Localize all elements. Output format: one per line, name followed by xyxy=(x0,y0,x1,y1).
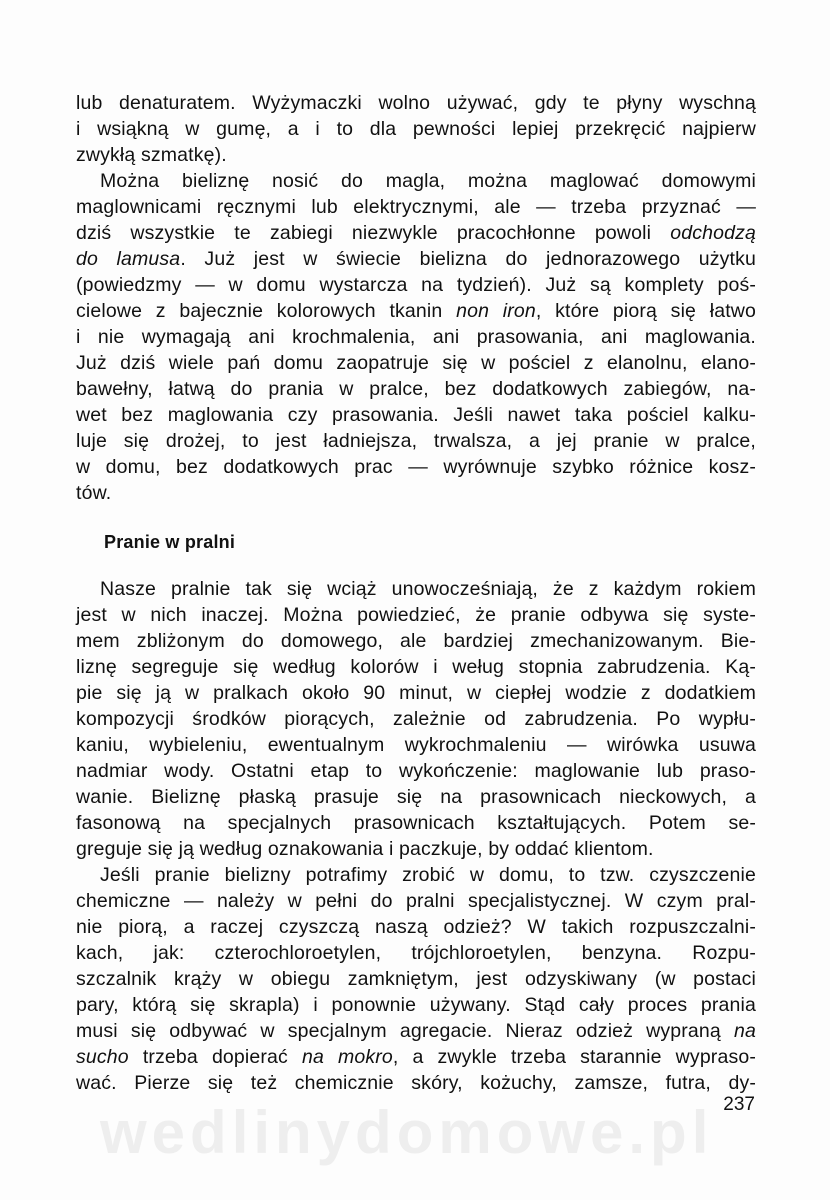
text-line: jest w nich inaczej. Można powiedzieć, że pranie odbywa się syste- xyxy=(76,604,756,626)
paragraph-block-laundry-at-home xyxy=(76,90,756,506)
italic-run: na mokro xyxy=(301,1046,393,1068)
text-line: kompozycji środków piorących, zależnie od zabrudzenia. Po wypłu- xyxy=(76,708,756,730)
text-line: pary, którą się skrapla) i ponownie używany. Stąd cały proces prania xyxy=(76,994,756,1016)
text-line: greguje się ją według oznakowania i paczkuje, by oddać klientom. xyxy=(76,838,654,860)
text-line xyxy=(76,1044,756,1070)
text-run: trzeba dopierać xyxy=(128,1046,302,1068)
text-line: kach, jak: czterochloroetylen, trójchloroetylen, benzyna. Rozpu- xyxy=(76,942,756,964)
italic-run: do lamusa xyxy=(76,248,181,270)
italic-run: sucho xyxy=(76,1046,129,1068)
text-line xyxy=(76,298,756,324)
text-line: (powiedzmy — w domu wystarcza na tydzień). Już są komplety poś- xyxy=(76,274,756,296)
text-line: kaniu, wybieleniu, ewentualnym wykrochmaleniu — wirówka usuwa xyxy=(76,734,756,756)
text-run: musi się odbywać w specjalnym agregacie. Nieraz odzież wypraną xyxy=(76,1020,734,1042)
text-run: dziś wszystkie te zabiegi niezwykle pracochłonne powoli xyxy=(76,222,671,244)
italic-run: na xyxy=(734,1020,756,1042)
text-line xyxy=(76,220,756,246)
text-line: wet bez maglowania czy prasowania. Jeśli nawet taka pościel kalku- xyxy=(76,404,756,426)
text-line: Już dziś wiele pań domu zaopatruje się w pościel z elanolnu, elano- xyxy=(76,352,756,374)
text-line: w domu, bez dodatkowych prac — wyrównuje szybko różnice kosz- xyxy=(76,456,756,478)
section-heading: Pranie w pralni xyxy=(104,532,236,552)
text-line: Można bieliznę nosić do magla, można maglować domowymi xyxy=(100,170,756,192)
italic-run: non iron xyxy=(456,300,536,322)
text-run: . Już jest w świecie bielizna do jednorazowego użytku xyxy=(180,248,757,270)
text-line: szczalnik krąży w obiegu zamkniętym, jest odzyskiwany (w postaci xyxy=(76,968,756,990)
text-line: bawełny, łatwą do prania w pralce, bez dodatkowych zabiegów, na- xyxy=(76,378,756,400)
text-line: liznę segreguje się według kolorów i weług stopnia zabrudzenia. Ką- xyxy=(76,656,756,678)
text-line: nie piorą, a raczej czyszczą naszą odzież? W takich rozpuszczalni- xyxy=(76,916,756,938)
text-line: wać. Pierze się też chemicznie skóry, kożuchy, zamsze, futra, dy- xyxy=(76,1072,756,1094)
text-line: Nasze pralnie tak się wciąż unowocześniają, że z każdym rokiem xyxy=(100,578,756,600)
text-line: pie się ją w pralkach około 90 minut, w ciepłej wodzie z dodatkiem xyxy=(76,682,756,704)
text-run: , które piorą się łatwo xyxy=(535,300,756,322)
text-line: mem zbliżonym do domowego, ale bardziej zmechanizowanym. Bie- xyxy=(76,630,756,652)
text-line: i nie wymagają ani krochmalenia, ani prasowania, ani maglowania. xyxy=(76,326,756,348)
text-line: zwykłą szmatkę). xyxy=(76,144,227,166)
italic-run: odchodzą xyxy=(670,222,756,244)
text-line: tów. xyxy=(76,482,112,504)
text-line xyxy=(76,246,756,272)
text-run: cielowe z bajecznie kolorowych tkanin xyxy=(76,300,457,322)
text-line: nadmiar wody. Ostatni etap to wykończenie: maglowanie lub praso- xyxy=(76,760,756,782)
page-number: 237 xyxy=(723,1094,755,1115)
text-line: fasonową na specjalnych prasownicach kształtujących. Potem se- xyxy=(76,812,756,834)
text-line: maglownicami ręcznymi lub elektrycznymi, ale — trzeba przyznać — xyxy=(76,196,756,218)
text-run: , a zwykle trzeba starannie wypraso- xyxy=(392,1046,756,1068)
text-line: luje się drożej, to jest ładniejsza, trwalsza, a jej pranie w pralce, xyxy=(76,430,756,452)
text-line: i wsiąkną w gumę, a i to dla pewności lepiej przekręcić najpierw xyxy=(76,118,756,140)
watermark: wedlinydomowe.pl xyxy=(100,1099,714,1166)
text-line: lub denaturatem. Wyżymaczki wolno używać, gdy te płyny wyschną xyxy=(76,92,756,114)
text-line xyxy=(76,1018,756,1044)
text-line: Jeśli pranie bielizny potrafimy zrobić w domu, to tzw. czyszczenie xyxy=(100,864,756,886)
paragraph-block-laundry-service xyxy=(76,576,756,1096)
text-line: wanie. Bieliznę płaską prasuje się na prasownicach nieckowych, a xyxy=(76,786,756,808)
text-line: chemiczne — należy w pełni do pralni specjalistycznej. W czym pral- xyxy=(76,890,756,912)
